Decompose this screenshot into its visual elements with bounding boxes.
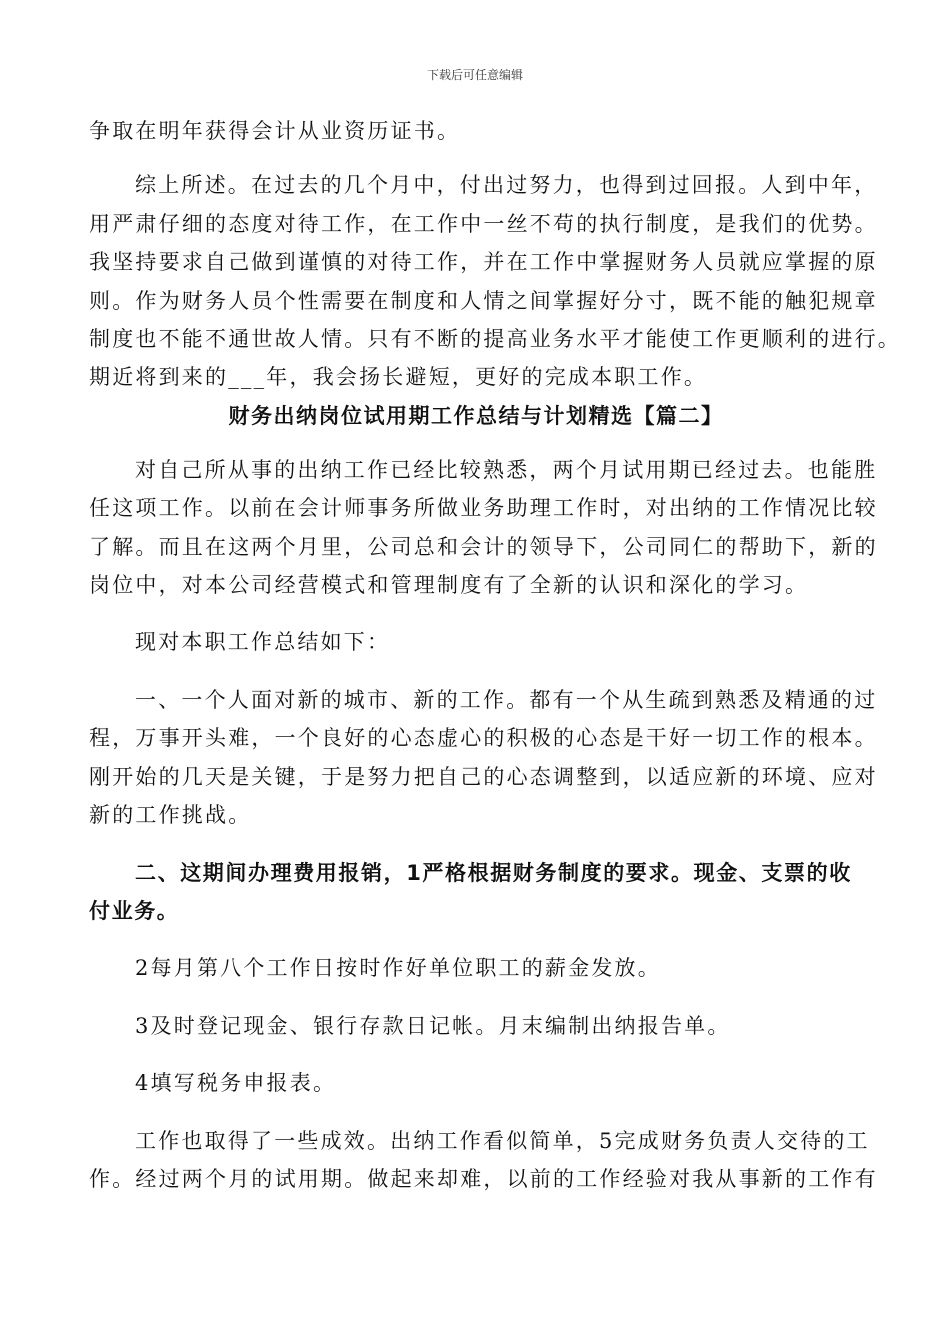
paragraph-6 — [89, 854, 863, 931]
paragraph-3 — [89, 451, 878, 605]
paragraph-8 — [89, 1007, 863, 1045]
section-title: 财务出纳岗位试用期工作总结与计划精选【篇二】 — [228, 403, 724, 428]
paragraph-line: 作。经过两个月的试用期。做起来却难，以前的工作经验对我从事新的工作有 — [89, 1166, 878, 1191]
paragraph-line: 刚开始的几天是关键，于是努力把自己的心态调整到，以适应新的环境、应对 — [89, 764, 878, 789]
page-header: 下载后可任意编辑 — [426, 68, 523, 82]
paragraph-line: 新的工作挑战。 — [89, 803, 252, 828]
paragraph-line: 期近将到来的___年，我会扬长避短，更好的完成本职工作。 — [89, 365, 708, 390]
paragraph-line: 2每月第八个工作日按时作好单位职工的薪金发放。 — [135, 956, 661, 981]
paragraph-5 — [89, 681, 878, 835]
paragraph-line: 用严肃仔细的态度对待工作，在工作中一丝不苟的执行制度，是我们的优势。 — [89, 211, 878, 236]
paragraph-line: 岗位中，对本公司经营模式和管理制度有了全新的认识和深化的学习。 — [89, 573, 809, 598]
paragraph-2 — [89, 166, 901, 396]
paragraph-line: 争取在明年获得会计从业资历证书。 — [89, 119, 461, 143]
paragraph-line: 综上所述。在过去的几个月中，付出过努力，也得到过回报。人到中年， — [135, 173, 878, 198]
paragraph-line: 了解。而且在这两个月里，公司总和会计的领导下，公司同仁的帮助下，新的 — [89, 534, 878, 559]
paragraph-line: 一、一个人面对新的城市、新的工作。都有一个从生疏到熟悉及精通的过 — [135, 687, 878, 712]
paragraph-7 — [89, 949, 863, 987]
paragraph-line: 4填写税务申报表。 — [135, 1071, 337, 1096]
paragraph-1 — [89, 112, 863, 150]
paragraph-line: 3及时登记现金、银行存款日记帐。月末编制出纳报告单。 — [135, 1013, 731, 1038]
paragraph-line: 程，万事开头难，一个良好的心态虚心的积极的心态是干好一切工作的根本。 — [89, 726, 878, 751]
paragraph-10 — [89, 1122, 878, 1199]
paragraph-4 — [89, 623, 863, 661]
paragraph-line: 工作也取得了一些成效。出纳工作看似简单，5完成财务负责人交待的工 — [135, 1128, 870, 1153]
paragraph-line: 对自己所从事的出纳工作已经比较熟悉，两个月试用期已经过去。也能胜 — [135, 457, 878, 482]
paragraph-line: 现对本职工作总结如下： — [135, 630, 391, 655]
paragraph-line: 我坚持要求自己做到谨慎的对待工作，并在工作中掌握财务人员就应掌握的原 — [89, 250, 878, 275]
document-body — [89, 112, 901, 1198]
paragraph-line: 任这项工作。以前在会计师事务所做业务助理工作时，对出纳的工作情况比较 — [89, 496, 878, 521]
paragraph-9 — [89, 1064, 863, 1102]
paragraph-line: 二、这期间办理费用报销，1严格根据财务制度的要求。现金、支票的收 — [135, 860, 852, 885]
paragraph-line: 则。作为财务人员个性需要在制度和人情之间掌握好分寸，既不能的触犯规章 — [89, 288, 878, 313]
paragraph-line: 付业务。 — [89, 898, 180, 923]
paragraph-line: 制度也不能不通世故人情。只有不断的提高业务水平才能使工作更顺利的进行。 — [89, 327, 901, 352]
